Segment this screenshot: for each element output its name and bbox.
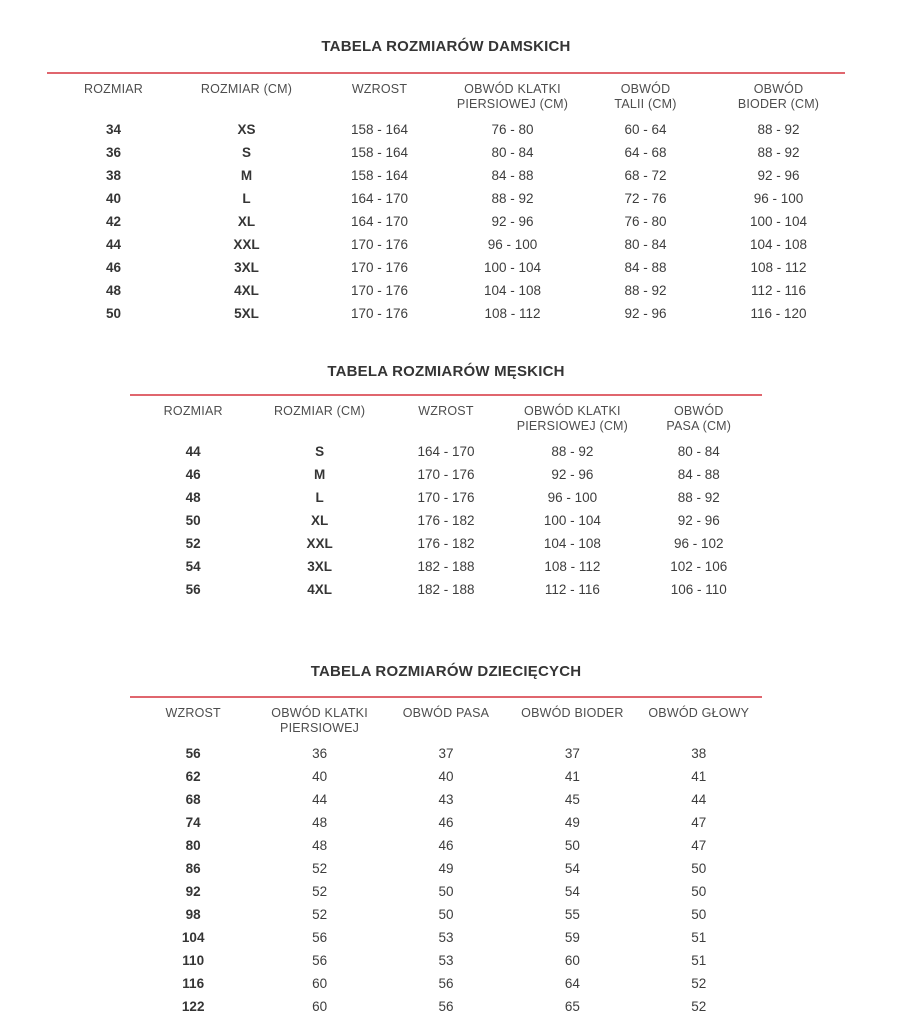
table-cell: 80 xyxy=(185,838,201,853)
table-cell: 50 xyxy=(438,884,454,899)
table-cell: 52 xyxy=(691,999,707,1014)
table-cell: 92 - 96 xyxy=(551,467,594,482)
table-cell: 122 xyxy=(181,999,205,1014)
table-cell: M xyxy=(240,168,253,183)
table-cell: 51 xyxy=(691,930,707,945)
table-cell: 51 xyxy=(691,953,707,968)
table-row xyxy=(130,440,762,463)
table-cell: 60 xyxy=(312,999,328,1014)
table-cell: 76 - 80 xyxy=(491,122,534,137)
table-cell: 48 xyxy=(105,283,122,298)
table-cell: 56 xyxy=(312,953,328,968)
table-cell: 53 xyxy=(438,930,454,945)
table-cell: 108 - 112 xyxy=(544,559,601,574)
table-cell: 49 xyxy=(438,861,454,876)
table-cell: 60 xyxy=(312,976,328,991)
table-cell: 36 xyxy=(105,145,122,160)
column-header: OBWÓD PASA xyxy=(402,706,490,720)
column-header: OBWÓD GŁOWY xyxy=(648,706,750,720)
table-row xyxy=(130,788,762,811)
table-row xyxy=(130,742,762,765)
kids-size-table-section xyxy=(130,663,762,1018)
table-cell: 100 - 104 xyxy=(483,260,542,275)
table-cell: 41 xyxy=(691,769,707,784)
table-cell: 98 xyxy=(185,907,201,922)
table-row xyxy=(130,555,762,578)
table-cell: 40 xyxy=(312,769,328,784)
table-row xyxy=(130,509,762,532)
table-cell: 84 - 88 xyxy=(624,260,667,275)
table-cell: 116 xyxy=(182,976,205,991)
table-cell: 88 - 92 xyxy=(677,490,720,505)
column-header: ROZMIAR (CM) xyxy=(200,82,293,96)
table-row xyxy=(130,811,762,834)
table-cell: 112 - 116 xyxy=(750,283,807,298)
table-cell: 37 xyxy=(564,746,580,761)
table-cell: 50 xyxy=(185,513,201,528)
women-size-table xyxy=(47,74,845,325)
table-cell: 44 xyxy=(105,237,122,252)
table-cell: 54 xyxy=(564,861,580,876)
table-cell: 3XL xyxy=(307,559,332,574)
header-row xyxy=(130,698,762,742)
table-cell: 96 - 102 xyxy=(674,536,724,551)
table-cell: 88 - 92 xyxy=(551,444,594,459)
table-cell: 112 - 116 xyxy=(544,582,600,597)
table-cell: 3XL xyxy=(234,260,259,275)
column-header: OBWÓD KLATKI PIERSIOWEJ xyxy=(271,706,368,735)
table-cell: 56 xyxy=(312,930,328,945)
table-cell: 52 xyxy=(312,907,328,922)
table-cell: 64 - 68 xyxy=(624,145,667,160)
column-header: ROZMIAR xyxy=(83,82,144,96)
table-cell: 50 xyxy=(691,907,707,922)
table-cell: S xyxy=(241,145,251,160)
table-cell: 46 xyxy=(438,838,454,853)
table-cell: 88 - 92 xyxy=(624,283,667,298)
table-cell: 104 xyxy=(181,930,205,945)
table-cell: 80 - 84 xyxy=(491,145,534,160)
table-cell: 68 xyxy=(185,792,201,807)
table-cell: 170 - 176 xyxy=(350,237,409,252)
header-row xyxy=(130,396,762,440)
table-cell: 116 - 120 xyxy=(750,306,807,321)
column-header: OBWÓD KLATKI PIERSIOWEJ (CM) xyxy=(516,404,629,433)
table-cell: 52 xyxy=(185,536,201,551)
column-header: WZROST xyxy=(418,404,474,418)
table-cell: 84 - 88 xyxy=(491,168,534,183)
table-row xyxy=(47,210,845,233)
table-cell: 100 - 104 xyxy=(543,513,601,528)
table-cell: 49 xyxy=(564,815,580,830)
column-header: OBWÓD BIODER (CM) xyxy=(737,82,820,111)
table-row xyxy=(47,187,845,210)
table-cell: 164 - 170 xyxy=(350,214,409,229)
table-cell: 47 xyxy=(691,815,707,830)
table-row xyxy=(130,532,762,555)
table-cell: XXL xyxy=(233,237,260,252)
table-row xyxy=(130,486,762,509)
table-cell: 96 - 100 xyxy=(753,191,804,206)
table-row xyxy=(130,765,762,788)
table-cell: 41 xyxy=(564,769,580,784)
table-cell: 5XL xyxy=(234,306,259,321)
table-cell: 40 xyxy=(438,769,454,784)
table-cell: 104 - 108 xyxy=(543,536,601,551)
table-cell: M xyxy=(313,467,326,482)
table-cell: 92 - 96 xyxy=(491,214,534,229)
table-row xyxy=(47,118,845,141)
table-cell: 80 - 84 xyxy=(677,444,720,459)
table-row xyxy=(130,880,762,903)
table-cell: 50 xyxy=(564,838,580,853)
table-cell: 80 - 84 xyxy=(624,237,667,252)
table-row xyxy=(47,164,845,187)
table-cell: 104 - 108 xyxy=(749,237,808,252)
kids-table-title: TABELA ROZMIARÓW DZIECIĘCYCH xyxy=(310,663,582,680)
table-cell: 52 xyxy=(312,884,328,899)
table-row xyxy=(47,233,845,256)
table-row xyxy=(130,578,762,601)
table-row xyxy=(47,256,845,279)
table-cell: 42 xyxy=(105,214,122,229)
table-cell: 46 xyxy=(185,467,201,482)
table-cell: 92 xyxy=(185,884,201,899)
table-cell: 106 - 110 xyxy=(670,582,727,597)
table-cell: 96 - 100 xyxy=(547,490,598,505)
table-cell: 88 - 92 xyxy=(757,145,800,160)
column-header: WZROST xyxy=(165,706,221,720)
table-cell: 158 - 164 xyxy=(350,168,409,183)
table-row xyxy=(130,834,762,857)
table-cell: 50 xyxy=(691,884,707,899)
table-cell: XS xyxy=(237,122,256,137)
table-cell: 40 xyxy=(105,191,122,206)
table-cell: 76 - 80 xyxy=(624,214,667,229)
table-cell: 47 xyxy=(691,838,707,853)
table-cell: 50 xyxy=(438,907,454,922)
table-cell: 38 xyxy=(691,746,707,761)
table-cell: 86 xyxy=(185,861,201,876)
column-header: WZROST xyxy=(351,82,408,96)
table-cell: 92 - 96 xyxy=(757,168,800,183)
table-cell: L xyxy=(242,191,251,206)
table-cell: 56 xyxy=(185,582,201,597)
table-cell: 59 xyxy=(564,930,580,945)
table-cell: 53 xyxy=(438,953,454,968)
table-cell: 64 xyxy=(564,976,580,991)
column-header: OBWÓD BIODER xyxy=(521,706,624,720)
table-cell: 158 - 164 xyxy=(350,122,409,137)
table-cell: 96 - 100 xyxy=(487,237,538,252)
table-cell: 44 xyxy=(312,792,328,807)
table-cell: 56 xyxy=(438,999,454,1014)
table-cell: 37 xyxy=(438,746,454,761)
table-cell: 182 - 188 xyxy=(417,582,475,597)
table-cell: 104 - 108 xyxy=(483,283,542,298)
table-cell: XL xyxy=(310,513,329,528)
table-cell: 60 xyxy=(564,953,580,968)
table-row xyxy=(130,926,762,949)
table-cell: 56 xyxy=(185,746,201,761)
table-cell: 56 xyxy=(438,976,454,991)
table-cell: 46 xyxy=(438,815,454,830)
column-header: ROZMIAR (CM) xyxy=(273,404,366,418)
men-size-table xyxy=(130,396,762,601)
table-cell: 54 xyxy=(564,884,580,899)
table-cell: 84 - 88 xyxy=(677,467,720,482)
men-size-table-section xyxy=(130,363,762,601)
table-cell: 43 xyxy=(438,792,454,807)
table-cell: 88 - 92 xyxy=(491,191,534,206)
header-row xyxy=(47,74,845,118)
table-cell: 164 - 170 xyxy=(417,444,475,459)
table-cell: 54 xyxy=(185,559,201,574)
table-cell: 50 xyxy=(691,861,707,876)
table-row xyxy=(47,302,845,325)
table-cell: XXL xyxy=(306,536,333,551)
table-row xyxy=(130,903,762,926)
table-cell: 62 xyxy=(185,769,201,784)
table-cell: 170 - 176 xyxy=(350,283,409,298)
table-cell: 170 - 176 xyxy=(417,490,475,505)
table-cell: L xyxy=(315,490,324,505)
table-cell: 55 xyxy=(564,907,580,922)
table-cell: 48 xyxy=(312,815,328,830)
table-row xyxy=(130,949,762,972)
table-cell: 182 - 188 xyxy=(417,559,475,574)
table-cell: 65 xyxy=(564,999,580,1014)
table-cell: 170 - 176 xyxy=(417,467,475,482)
table-cell: 44 xyxy=(691,792,707,807)
table-cell: XL xyxy=(237,214,256,229)
women-size-table-section xyxy=(47,38,845,325)
table-cell: 36 xyxy=(312,746,328,761)
table-cell: 88 - 92 xyxy=(757,122,800,137)
table-cell: 108 - 112 xyxy=(750,260,807,275)
men-table-title: TABELA ROZMIARÓW MĘSKICH xyxy=(327,363,565,380)
women-table-title: TABELA ROZMIARÓW DAMSKICH xyxy=(321,38,571,55)
column-header: ROZMIAR xyxy=(163,404,223,418)
table-cell: 92 - 96 xyxy=(677,513,720,528)
table-cell: 48 xyxy=(312,838,328,853)
table-cell: 34 xyxy=(105,122,122,137)
table-cell: 102 - 106 xyxy=(670,559,728,574)
column-header: OBWÓD PASA (CM) xyxy=(666,404,732,433)
table-cell: 60 - 64 xyxy=(624,122,667,137)
table-cell: 170 - 176 xyxy=(350,306,409,321)
column-header: OBWÓD KLATKI PIERSIOWEJ (CM) xyxy=(456,82,569,111)
table-cell: 4XL xyxy=(307,582,332,597)
table-cell: 74 xyxy=(185,815,201,830)
table-row xyxy=(130,995,762,1018)
table-cell: 176 - 182 xyxy=(417,536,475,551)
table-cell: 176 - 182 xyxy=(417,513,475,528)
table-cell: S xyxy=(315,444,325,459)
table-cell: 48 xyxy=(185,490,201,505)
table-row xyxy=(47,279,845,302)
table-cell: 38 xyxy=(105,168,122,183)
table-cell: 45 xyxy=(564,792,580,807)
table-cell: 52 xyxy=(312,861,328,876)
table-cell: 4XL xyxy=(234,283,259,298)
table-cell: 50 xyxy=(105,306,122,321)
table-cell: 158 - 164 xyxy=(350,145,409,160)
column-header: OBWÓD TALII (CM) xyxy=(614,82,677,111)
table-row xyxy=(47,141,845,164)
table-cell: 170 - 176 xyxy=(350,260,409,275)
table-cell: 46 xyxy=(105,260,122,275)
table-cell: 100 - 104 xyxy=(749,214,808,229)
table-cell: 108 - 112 xyxy=(484,306,541,321)
table-row xyxy=(130,857,762,880)
table-cell: 72 - 76 xyxy=(624,191,667,206)
table-row xyxy=(130,463,762,486)
table-cell: 92 - 96 xyxy=(624,306,667,321)
table-cell: 110 xyxy=(182,953,205,968)
table-cell: 52 xyxy=(691,976,707,991)
kids-size-table xyxy=(130,698,762,1018)
table-cell: 44 xyxy=(185,444,201,459)
table-cell: 164 - 170 xyxy=(350,191,409,206)
table-cell: 68 - 72 xyxy=(624,168,667,183)
table-row xyxy=(130,972,762,995)
